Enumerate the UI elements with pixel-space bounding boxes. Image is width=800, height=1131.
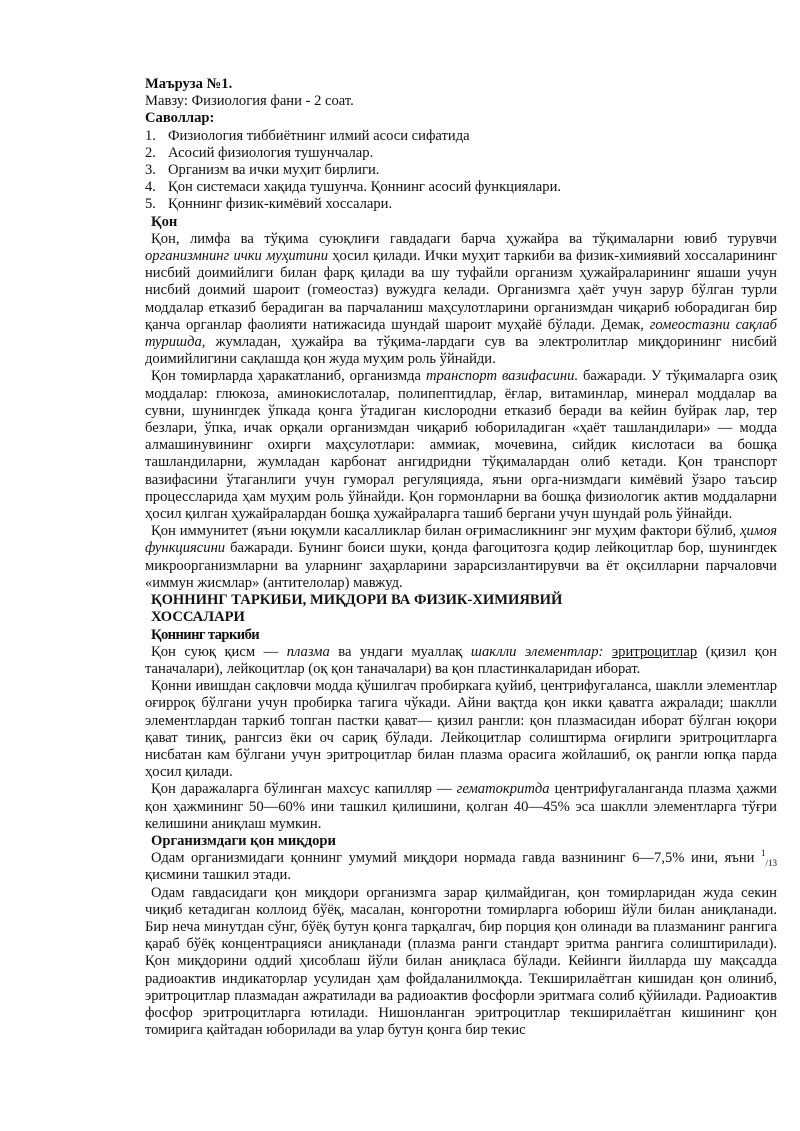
questions-list [145,128,777,214]
question-item: 3. Организм ва ички муҳит бирлиги. [145,162,380,179]
paragraph-protective-function: Қон иммунитет (яъни юқумли касалликлар билан оғримасликнинг энг муҳим фактори бўлиб, ҳимоя функциясини бажаради. Бунинг боиси шуки, қонда фагоцитозга қодир лейкоцитлар бор, шунингдек микроорганизмларни ва уларнинг заҳарларини зарарсизлантирувчи ва ёт оқсилларни парчаловчи «иммун жисмлар» (антителолар) мавжуд. [145,523,777,591]
subheading-blood-quantity: Организмдаги қон миқдори [151,832,336,849]
question-item: 5. Қоннинг физик-кимёвий хоссалари. [145,196,393,213]
section-heading-composition: ҚОННИНГ ТАРКИБИ, МИҚДОРИ ВА ФИЗИК-ХИМИЯВИЙ ХОССАЛАРИ [151,592,563,626]
question-item: 2. Асосий физиология тушунчалар. [145,144,374,161]
lecture-subject: Мавзу: Физиология фани - 2 соат. [145,93,354,110]
questions-title: Саволлар: [145,110,215,127]
paragraph-centrifuge: Қонни ивишдан сақловчи модда қўшилгач пробиркага қуйиб, центрифугаланса, шаклли элементлар оғирроқ бўлгани учун пробирка тагига чўкади. Айни вақтда қон икки қаватга ажралади; шаклли элементлардан таркиб топган пастки қават— қизил рангли: қон плазмасидан иборат бўлган юқори қават тиниқ, рангсиз ёки оч сариқ бўлади. Лейкоцитлар солиштирма оғирлиги эритроцитларга нисбатан кам бўлгани учун эритроцитлар билан плазма орасига жойлашиб, оқ рангли юпқа парда ҳосил қилади. [145,678,777,781]
lecture-number: Маъруза №1. [145,76,233,92]
section-heading-blood: Қон [151,213,178,230]
document-page [145,76,777,1039]
paragraph-internal-environment: Қон, лимфа ва тўқима суюқлиғи гавдадаги барча ҳужайра ва тўқималарни ювиб турувчи организмнинг ички муҳитини ҳосил қилади. Ички муҳит таркиби ва физик-химиявий хоссаларининг нисбий доимийлиги билан фарқ қилади ва шу туфайли организм ҳужайраларининг яшаши учун нисбий доимий шароит (гомеостаз) вужудга келади. Организмга ҳаёт учун зарур бўлган турли моддалар етказиб берадиган ва парчаланиш маҳсулотларини организмдан чиқариб юборадиган бир қанча органлар фаолияти натижасида шундай шароит муҳайё бўлади. Демак, гомеостазни сақлаб туришда, жумладан, ҳужайра ва тўқима-лардаги сув ва электролитлар миқдорининг нисбий доимийлигини сақлашда қон жуда муҳим роль ўйнайди. [145,230,777,368]
erythrocytes-link[interactable]: эритроцитлар [611,643,698,660]
question-item: 1. Физиология тиббиётнинг илмий асоси сифатида [145,127,470,144]
paragraph-blood-volume: Одам организмидаги қоннинг умумий миқдори нормада гавда вазнининг 6—7,5% ини, яъни $^1_{/13}$ қисмини ташкил этади. [145,848,777,884]
paragraph-transport-function: Қон томирларда ҳаракатланиб, организмда транспорт вазифасини. бажаради. У тўқималарга озиқ моддалар: глюкоза, аминокислоталар, полипептидлар, ёғлар, витаминлар, минерал моддалар ва сувни, шунингдек ўпкада қонга ўтадиган кислородни етказиб беради ва кейин буйрак лар, тер безлари, ўпка, ичак орқали организмдан чиқариб юбориладиган «ҳаёт ташландилари» — модда алмашинувининг охирги маҳсулотлари: аммиак, мочевина, сийдик кислотаси ва бошқа ташландиларни, жумладан карбонат ангидридни тўқималардан олиб кетади. Қон транспорт вазифасини ўтаганлиги учун гуморал регуляцияда, яъни орга-низмдаги кимёвий ўзаро таъсир процессларида ҳам муҳим роль ўйнайди. Қон гормонларни ва бошқа физиологик актив моддаларни ҳосил қилган ҳужайралардан бошқа ҳужайраларга ташиб бергани учун шундай роль ўйнайди. [145,368,777,523]
paragraph-plasma-elements: Қон суюқ қисм — плазма ва ундаги муаллақ шаклли элементлар: эритроцитлар (қизил қон таначалари), лейкоцитлар (оқ қон таначалари) ва қон пластинкаларидан иборат. [145,643,777,677]
paragraph-measurement-methods: Одам гавдасидаги қон миқдори организмга зарар қилмайдиган, қон томирларидан жуда секин чиқиб кетадиган коллоид бўёқ, масалан, конгоротни томирларга юбориш йўли билан аниқланади. Бир неча минутдан сўнг, бўёқ бутун қонга тарқалгач, бир порция қон олинади ва плазманинг рангига қараб бўёқ концентрацияси аниқланади (плазма ранги стандарт эритма рангига солиштирилади). Қон миқдорини оддий ҳисоблаш йўли билан аниқласа бўлади. Кейинги йилларда шу мақсадда радиоактив индикаторлар усулидан ҳам фойдаланилмоқда. Текширилаётган кишидан қон олиниб, эритроцитлар плазмадан ажратилади ва радиоактив фосфорли эритмага солиб қўйилади. Радиоактив фосфор эритроцитларга ютилади. Нишонланган эритроцитлар текширилаётган кишининг қон томирига қайтадан юборилади ва улар бутун қонга бир текис [145,884,777,1039]
paragraph-hematocrit: Қон даражаларга бўлинган махсус капилляр — гематокритда центрифугаланганда плазма ҳажми қон ҳажмининг 50—60% ини ташкил қилишини, қолган 40—45% эса шаклли элементларга тўғри келишини аниқлаш мумкин. [145,781,777,832]
question-item: 4. Қон системаси хақида тушунча. Қоннинг асосий функциялари. [145,179,562,196]
subheading-blood-composition: Қоннинг таркиби [151,626,260,643]
